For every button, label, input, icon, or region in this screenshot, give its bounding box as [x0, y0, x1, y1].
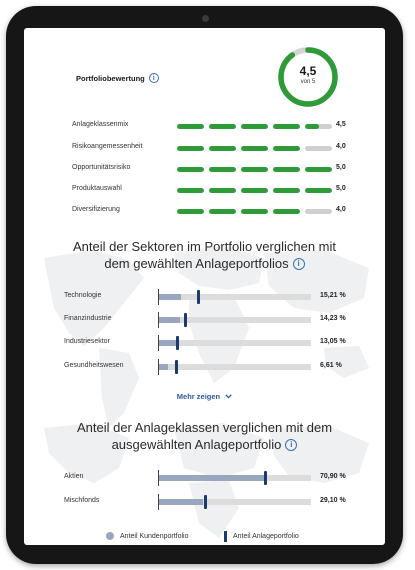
comparison-row [64, 291, 364, 303]
score-segment [305, 209, 332, 214]
portfolio-report [24, 28, 385, 545]
criteria-row [72, 185, 352, 195]
chevron-down-icon [225, 392, 232, 401]
criteria-score-bar [177, 146, 332, 151]
score-segment [177, 124, 204, 129]
score-segment [209, 188, 236, 193]
comparison-row [64, 496, 364, 508]
score-segment [273, 167, 300, 172]
score-segment [209, 209, 236, 214]
client-share-bar [158, 475, 266, 481]
client-share-bar [158, 317, 180, 323]
score-segment [209, 167, 236, 172]
comparison-label: Aktien [64, 473, 84, 480]
bar-baseline [158, 289, 159, 305]
client-share-bar [158, 364, 168, 370]
score-segment [305, 167, 332, 172]
comparison-label: Finanzindustrie [64, 315, 112, 322]
score-segment [241, 146, 268, 151]
criteria-value: 4,5 [336, 121, 346, 128]
score-segment [241, 124, 268, 129]
comparison-label: Technologie [64, 292, 102, 299]
info-icon[interactable]: i [285, 439, 297, 451]
comparison-row [64, 337, 364, 349]
score-segment [273, 146, 300, 151]
score-segment [177, 209, 204, 214]
info-icon[interactable]: i [293, 258, 305, 270]
camera-dot [202, 15, 209, 22]
comparison-track [158, 340, 311, 346]
sectors-heading-line1: Anteil der Sektoren im Portfolio verglichen mit [72, 239, 336, 254]
comparison-row [64, 314, 364, 326]
comparison-value: 13,05 % [320, 338, 346, 345]
asset-classes-heading-line1: Anteil der Anlageklassen verglichen mit dem [76, 420, 333, 435]
comparison-value: 29,10 % [320, 497, 346, 504]
criteria-label: Anlageklassenmix [72, 121, 129, 128]
legend-client-label: Anteil Kundenportfolio [120, 532, 189, 540]
bar-baseline [158, 312, 159, 328]
target-share-marker [204, 495, 207, 509]
legend-client-swatch [106, 532, 114, 540]
show-more-link[interactable] [24, 392, 385, 401]
score-segment [273, 124, 300, 129]
criteria-score-bar [177, 209, 332, 214]
score-scale: von 5 [300, 79, 316, 85]
show-more-label: Mehr zeigen [176, 392, 221, 401]
score-segment [209, 146, 236, 151]
client-share-bar [158, 499, 203, 505]
comparison-row [64, 472, 364, 484]
legend-target-label: Anteil Anlageportfolio [233, 532, 299, 540]
client-share-bar [158, 340, 178, 346]
score-value: 4,5 [299, 64, 317, 78]
criteria-label: Produktauswahl [72, 185, 122, 192]
legend-client [106, 531, 189, 541]
target-share-marker [175, 360, 178, 374]
comparison-track [158, 317, 311, 323]
bar-baseline [158, 470, 159, 486]
target-share-marker [264, 471, 267, 485]
comparison-value: 15,21 % [320, 292, 346, 299]
criteria-label: Risikoangemessenheit [72, 143, 143, 150]
tablet-frame [6, 6, 403, 564]
client-share-bar [158, 294, 181, 300]
comparison-value: 70,90 % [320, 473, 346, 480]
score-segment [273, 188, 300, 193]
criteria-value: 4,0 [336, 206, 346, 213]
criteria-label: Opportunitätsrisiko [72, 164, 131, 171]
sectors-heading [34, 238, 375, 272]
comparison-label: Gesundheitswesen [64, 362, 124, 369]
asset-classes-heading [34, 419, 375, 453]
criteria-row [72, 206, 352, 216]
bar-baseline [158, 494, 159, 510]
score-segment [209, 124, 236, 129]
score-segment [177, 188, 204, 193]
score-segment [177, 167, 204, 172]
comparison-value: 14,23 % [320, 315, 346, 322]
score-segment [305, 146, 332, 151]
criteria-value: 5,0 [336, 164, 346, 171]
portfolio-rating-title [76, 73, 159, 83]
criteria-row [72, 121, 352, 131]
criteria-score-bar [177, 188, 332, 193]
comparison-label: Mischfonds [64, 497, 100, 504]
score-segment [177, 146, 204, 151]
target-share-marker [197, 290, 200, 304]
screen [24, 28, 385, 545]
criteria-value: 5,0 [336, 185, 346, 192]
info-icon[interactable]: i [149, 73, 159, 83]
target-share-marker [176, 336, 179, 350]
comparison-track [158, 364, 311, 370]
score-segment [273, 209, 300, 214]
score-segment [305, 188, 332, 193]
comparison-label: Industriesektor [64, 338, 110, 345]
asset-classes-heading-line2: ausgewählten Anlageportfolio [111, 437, 282, 452]
portfolio-rating-label: Portfoliobewertung [76, 73, 145, 83]
legend-target [224, 531, 299, 541]
comparison-row [64, 361, 364, 373]
target-share-marker [184, 313, 187, 327]
legend-target-swatch [224, 531, 227, 542]
comparison-value: 6,61 % [320, 362, 342, 369]
criteria-row [72, 143, 352, 153]
criteria-score-bar [177, 167, 332, 172]
sectors-heading-line2: dem gewählten Anlageportfolios [104, 256, 289, 271]
criteria-value: 4,0 [336, 143, 346, 150]
criteria-row [72, 164, 352, 174]
score-segment [241, 167, 268, 172]
score-segment [241, 209, 268, 214]
score-segment [241, 188, 268, 193]
criteria-label: Diversifizierung [72, 206, 120, 213]
criteria-score-bar [177, 124, 332, 129]
score-segment [305, 124, 332, 129]
bar-baseline [158, 359, 159, 375]
bar-baseline [158, 335, 159, 351]
